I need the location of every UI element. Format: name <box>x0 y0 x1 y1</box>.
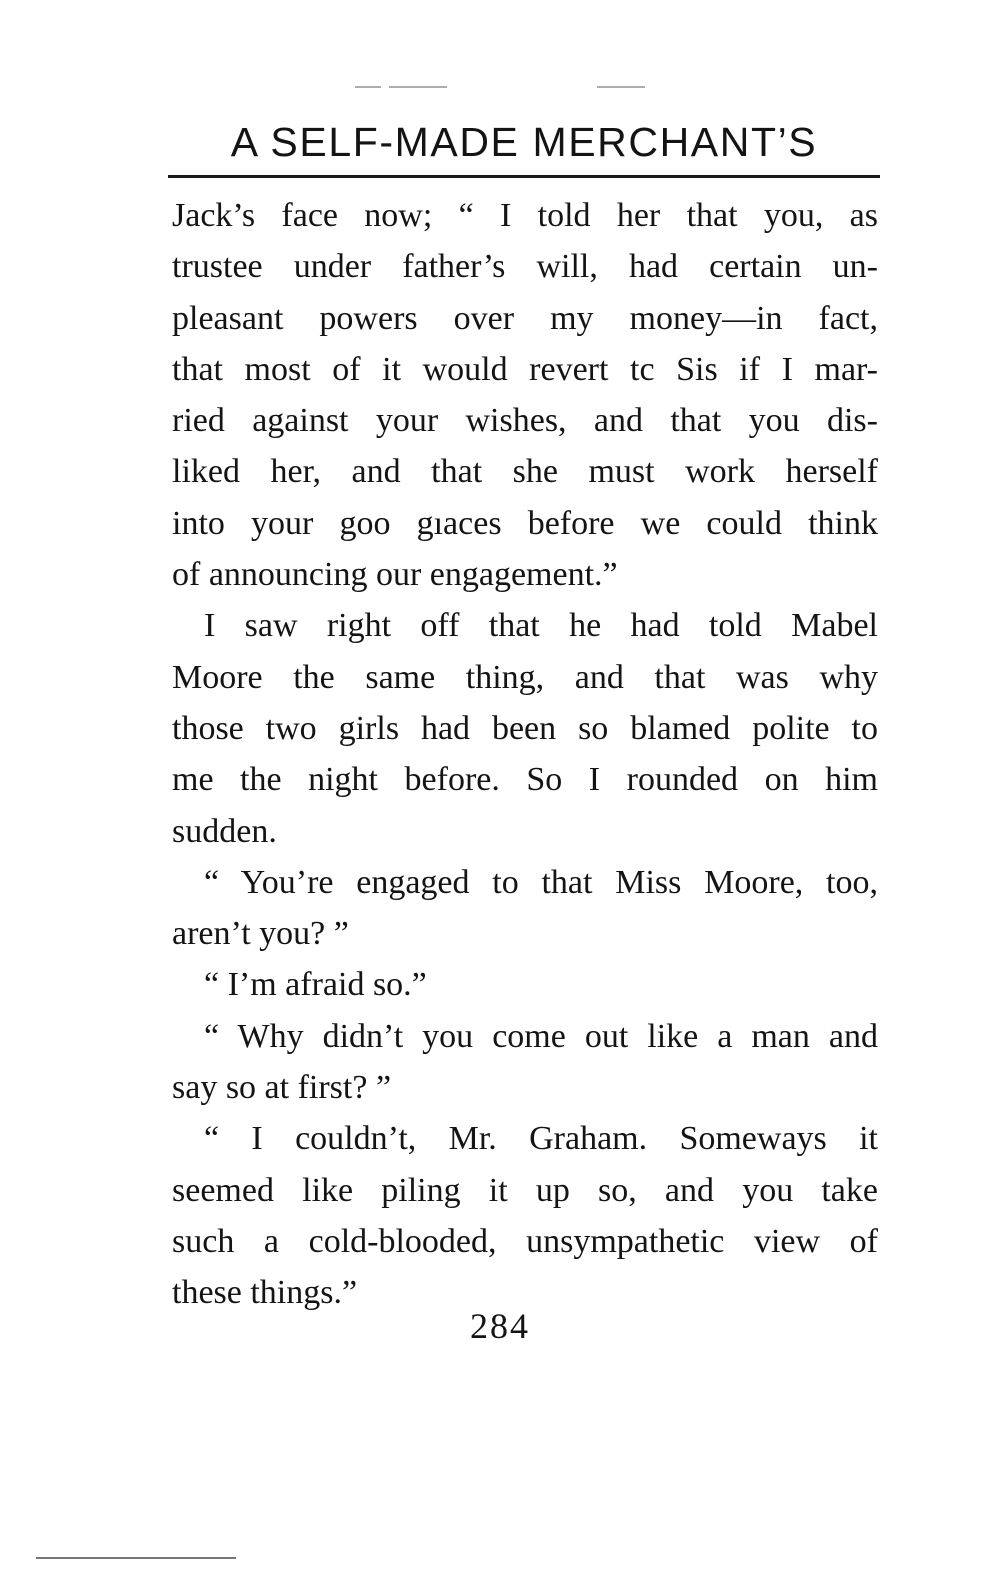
text-line: trustee under father’s will, had certain un- <box>172 248 878 286</box>
text-line: Jack’s face now; “ I told her that you, as <box>172 197 878 234</box>
speck <box>597 86 645 88</box>
printing-specks <box>355 86 655 92</box>
text-line: of announcing our engagement.” <box>172 556 618 594</box>
speck <box>355 86 381 88</box>
paragraph <box>172 857 878 960</box>
text-line: that most of it would revert tc Sis if I mar- <box>172 350 878 388</box>
text-line: say so at first? ” <box>172 1069 392 1107</box>
header-rule <box>168 175 880 178</box>
text-line: I saw right off that he had told Mabel <box>204 607 878 645</box>
text-line: “ Why didn’t you come out like a man and <box>204 1017 878 1055</box>
speck <box>389 86 447 88</box>
paragraph <box>172 190 878 600</box>
text-line: me the night before. So I rounded on him <box>172 761 878 799</box>
text-line: those two girls had been so blamed polite to <box>172 709 878 747</box>
text-line: sudden. <box>172 812 277 850</box>
text-line: ried against your wishes, and that you dis- <box>172 402 878 440</box>
text-line: these things.” <box>172 1274 358 1312</box>
bottom-edge-rule <box>36 1557 236 1559</box>
text-line: “ You’re engaged to that Miss Moore, too, <box>204 863 878 901</box>
text-line: into your goo gıaces before we could think <box>172 504 878 542</box>
paragraph <box>172 1011 878 1114</box>
paragraph <box>172 1113 878 1318</box>
page-number: 284 <box>470 1306 530 1346</box>
paragraph <box>172 600 878 856</box>
text-line: such a cold-blooded, unsympathetic view of <box>172 1222 878 1260</box>
running-head: A SELF-MADE MERCHANT’S <box>230 119 818 165</box>
body-text <box>172 190 878 1319</box>
text-line: “ I couldn’t, Mr. Graham. Someways it <box>204 1120 878 1158</box>
text-line: Moore the same thing, and that was why <box>172 658 878 696</box>
text-line: “ I’m afraid so.” <box>204 966 427 1004</box>
text-line: seemed like piling it up so, and you take <box>172 1171 878 1209</box>
paragraph <box>172 959 878 1010</box>
text-line: liked her, and that she must work herself <box>172 453 878 491</box>
text-line: pleasant powers over my money—in fact, <box>172 299 878 337</box>
text-line: aren’t you? ” <box>172 915 349 953</box>
